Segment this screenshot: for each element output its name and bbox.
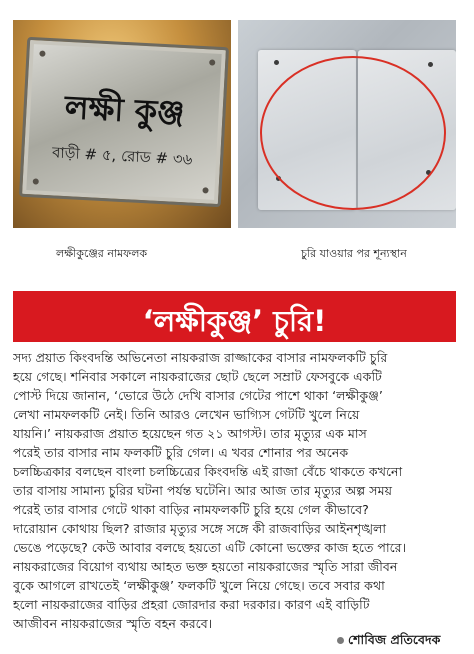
article-line: যায়নি।’ নায়করাজ প্রয়াত হয়েছেন গত ২১ আগস্ট। তার মৃত্যুর এক মাস	[13, 426, 367, 441]
bullet-icon	[337, 637, 344, 644]
nameplate-photo	[13, 20, 231, 228]
screw-icon	[209, 59, 215, 65]
article-line: পরেই তার বাসার নাম ফলকটি চুরি গেল। এ খবর শোনার পর অনেক	[13, 445, 349, 460]
byline-text: শোবিজ প্রতিবেদক	[348, 632, 441, 647]
photo-caption-right: চুরি যাওয়ার পর শূন্যস্থান	[301, 247, 407, 260]
empty-wall-photo	[238, 20, 456, 228]
article-line: চলচ্চিত্রকার বলছেন বাংলা চলচ্চিত্রের কিংবদন্তি এই রাজা বেঁচে থাকতে কখনো	[13, 464, 403, 479]
article-line: হলো নায়করাজের বাড়ির প্রহরা জোরদার করা দরকার। কারণ এই বাড়িটি	[13, 597, 370, 612]
screw-hole-icon	[274, 60, 279, 65]
article-line: পরেই তার বাসার গেটে থাকা বাড়ির নামফলকটি চুরি হয়ে গেল কীভাবে?	[13, 502, 369, 517]
article-line: পোস্ট দিয়ে জানান, ‘ভোরে উঠে দেখি বাসার গেটের পাশে থাকা ‘লক্ষীকুঞ্জ’	[13, 388, 383, 403]
article-line: লেখা নামফলকটি নেই। তিনি আরও লেখেন ভাগ্যিস গেটটি খুলে নিয়ে	[13, 407, 360, 422]
article-line: বুকে আগলে রাখতেই ‘লক্ষীকুঞ্জ’ ফলকটি খুলে নিয়ে গেছে। তবে সবার কথা	[13, 578, 385, 593]
photo-caption-left: লক্ষীকুঞ্জের নামফলক	[56, 247, 148, 260]
screw-icon	[33, 178, 39, 184]
article-line: আজীবন নায়করাজের স্মৃতি বহন করবে।	[13, 616, 213, 631]
highlight-circle	[260, 56, 446, 210]
screw-hole-icon	[428, 62, 433, 67]
article-line: ভেঙে পড়েছে? কেউ আবার বলছে হয়তো এটি কোনো ভক্তের কাজ হতে পারে।	[13, 540, 407, 555]
nameplate	[19, 37, 229, 207]
screw-icon	[202, 187, 208, 193]
article-line: তার বাসায় সামান্য চুরির ঘটনা পর্যন্ত ঘটেনি। আর আজ তার মৃত্যুর অল্প সময়	[13, 483, 393, 498]
article-line: দারোয়ান কোথায় ছিল? রাজার মৃত্যুর সঙ্গে সঙ্গে কী রাজবাড়ির আইনশৃঙ্খলা	[13, 521, 387, 536]
headline-banner	[13, 291, 456, 342]
article-line: সদ্য প্রয়াত কিংবদন্তি অভিনেতা নায়করাজ রাজ্জাকের বাসার নামফলকটি চুরি	[13, 350, 388, 365]
article-line: হয়ে গেছে। শনিবার সকালে নায়করাজের ছোট ছেলে সম্রাট ফেসবুকে একটি	[13, 369, 382, 384]
byline	[337, 632, 440, 652]
headline: ‘লক্ষীকুঞ্জ’ চুরি!	[142, 304, 327, 338]
nameplate-house-name: লক্ষী কুঞ্জ	[63, 87, 186, 133]
nameplate-address: বাড়ী # ৫, রোড # ৩৬	[51, 143, 193, 169]
screw-icon	[39, 50, 45, 56]
article-body	[13, 348, 456, 650]
article-line: নায়করাজের বিয়োগ ব্যথায় আহত ভক্ত হয়তো নায়করাজের স্মৃতি সারা জীবন	[13, 559, 398, 574]
photo-strip	[0, 0, 474, 275]
